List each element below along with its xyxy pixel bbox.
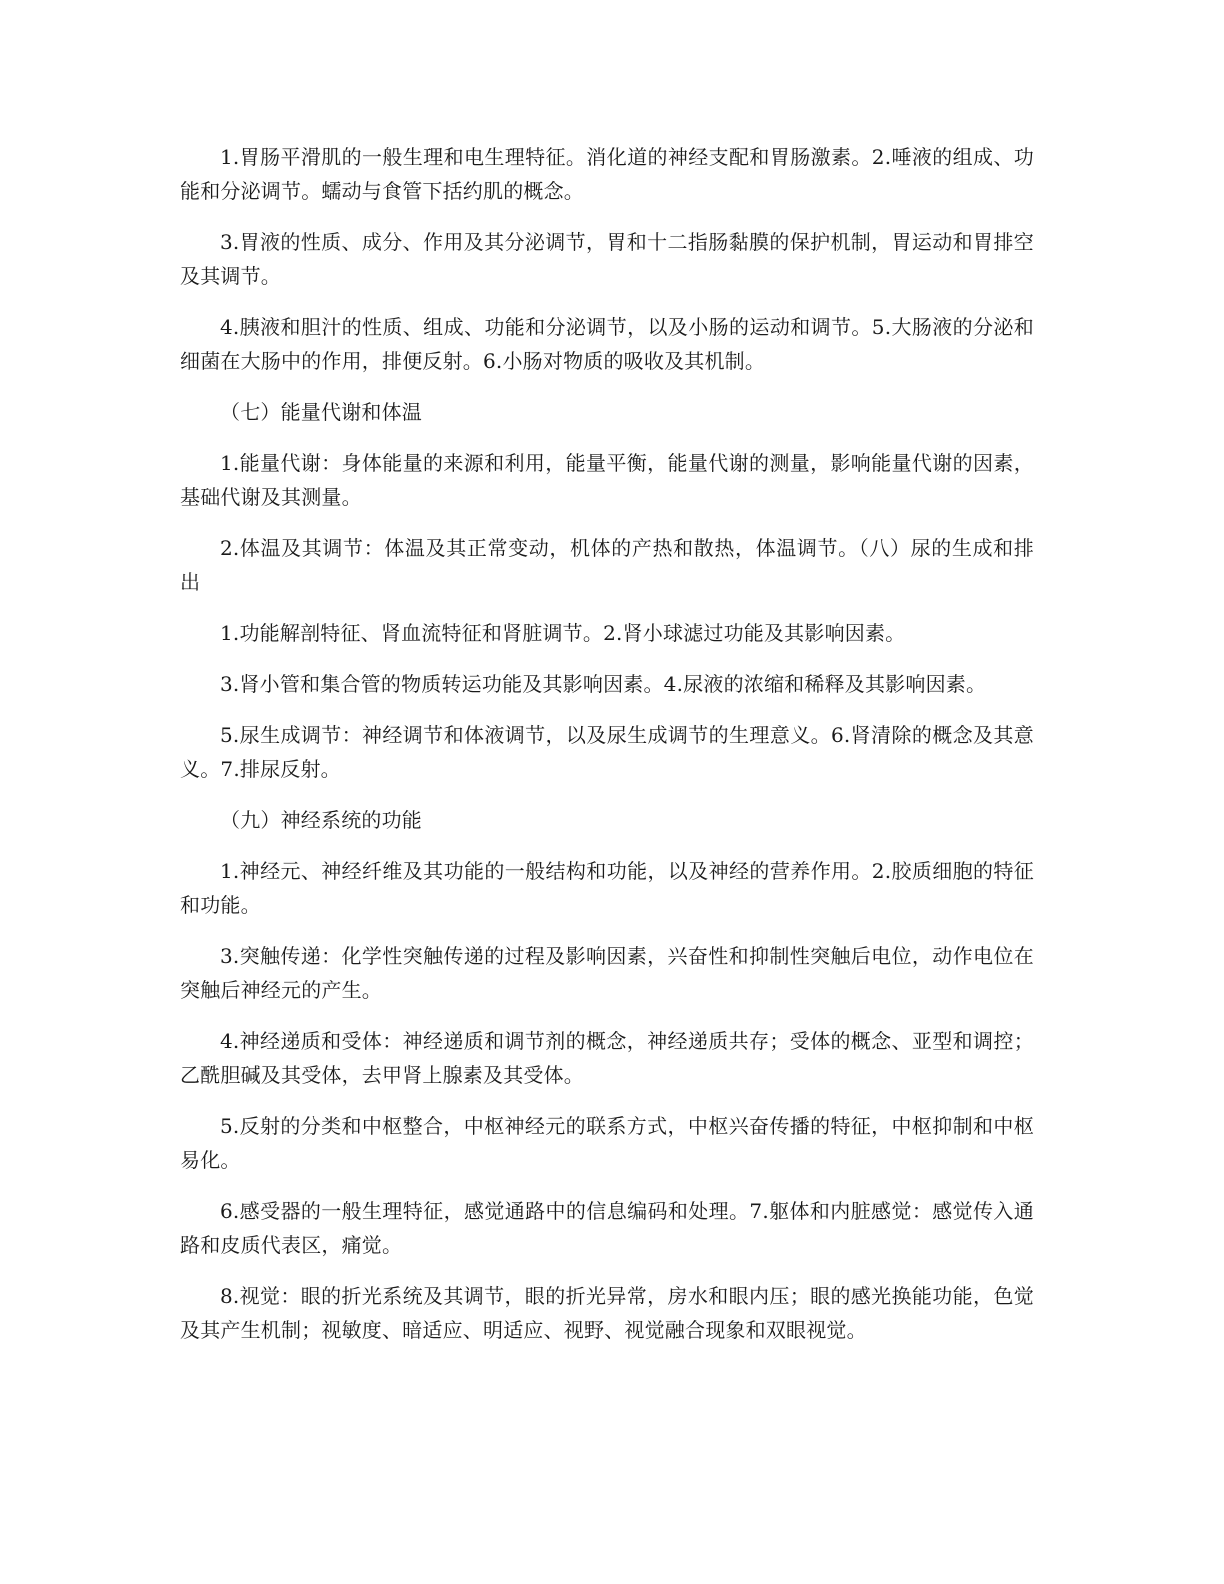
paragraph-3: 4.胰液和胆汁的性质、组成、功能和分泌调节，以及小肠的运动和调节。5.大肠液的分泌和细菌在大肠中的作用，排便反射。6.小肠对物质的吸收及其机制。 — [180, 315, 1034, 373]
paragraph-6: 2.体温及其调节：体温及其正常变动，机体的产热和散热，体温调节。（八）尿的生成和排出 — [180, 536, 1034, 594]
paragraph-2: 3.胃液的性质、成分、作用及其分泌调节，胃和十二指肠黏膜的保护机制，胃运动和胃排空及其调节。 — [180, 230, 1034, 288]
paragraph-5: 1.能量代谢：身体能量的来源和利用，能量平衡，能量代谢的测量，影响能量代谢的因素，基础代谢及其测量。 — [180, 451, 1034, 509]
paragraph-15: 6.感受器的一般生理特征，感觉通路中的信息编码和处理。7.躯体和内脏感觉：感觉传入通路和皮质代表区，痛觉。 — [180, 1199, 1034, 1257]
paragraph-16: 8.视觉：眼的折光系统及其调节，眼的折光异常，房水和眼内压；眼的感光换能功能，色觉及其产生机制；视敏度、暗适应、明适应、视野、视觉融合现象和双眼视觉。 — [180, 1284, 1034, 1342]
paragraph-13: 4.神经递质和受体：神经递质和调节剂的概念，神经递质共存；受体的概念、亚型和调控；乙酰胆碱及其受体，去甲肾上腺素及其受体。 — [180, 1029, 1034, 1087]
section-heading-7: （七）能量代谢和体温 — [220, 400, 422, 424]
paragraph-7: 1.功能解剖特征、肾血流特征和肾脏调节。2.肾小球滤过功能及其影响因素。 — [220, 621, 906, 645]
paragraph-14: 5.反射的分类和中枢整合，中枢神经元的联系方式，中枢兴奋传播的特征，中枢抑制和中枢易化。 — [180, 1114, 1034, 1172]
paragraph-9: 5.尿生成调节：神经调节和体液调节，以及尿生成调节的生理意义。6.肾清除的概念及其意义。7.排尿反射。 — [180, 723, 1034, 781]
paragraph-8: 3.肾小管和集合管的物质转运功能及其影响因素。4.尿液的浓缩和稀释及其影响因素。 — [220, 672, 987, 696]
paragraph-1: 1.胃肠平滑肌的一般生理和电生理特征。消化道的神经支配和胃肠激素。2.唾液的组成、功能和分泌调节。蠕动与食管下括约肌的概念。 — [180, 145, 1034, 203]
section-heading-9: （九）神经系统的功能 — [220, 808, 422, 832]
paragraph-12: 3.突触传递：化学性突触传递的过程及影响因素，兴奋性和抑制性突触后电位，动作电位在突触后神经元的产生。 — [180, 944, 1034, 1002]
paragraph-11: 1.神经元、神经纤维及其功能的一般结构和功能，以及神经的营养作用。2.胶质细胞的特征和功能。 — [180, 859, 1034, 917]
